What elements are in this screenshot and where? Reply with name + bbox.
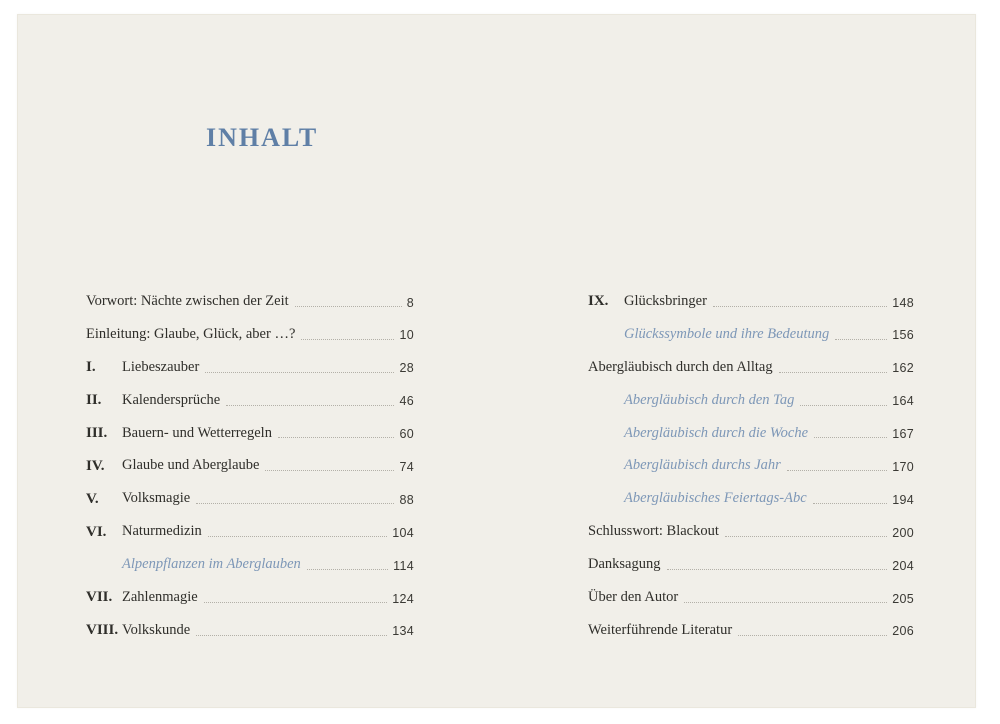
leader-dots: [205, 372, 394, 373]
entry-page-number: 162: [892, 361, 914, 376]
entry-page-number: 170: [892, 459, 914, 474]
leader-dots: [713, 306, 887, 307]
toc-entry: [86, 344, 414, 377]
toc-entry: [588, 278, 914, 311]
leader-dots: [307, 569, 388, 570]
leader-dots: [226, 405, 394, 406]
toc-entry: [86, 475, 414, 508]
book-page: [17, 14, 976, 708]
toc-entry: [588, 541, 914, 574]
entry-page-number: 134: [392, 624, 414, 639]
toc-entry: [86, 410, 414, 443]
leader-dots: [814, 437, 887, 438]
entry-label: Abergläubisch durch den Tag: [624, 391, 795, 408]
toc-entry: [86, 607, 414, 640]
entry-label: Abergläubisch durch die Woche: [624, 424, 809, 441]
leader-dots: [835, 339, 887, 340]
leader-dots: [196, 635, 387, 636]
entry-label: Über den Autor: [588, 588, 679, 605]
entry-page-number: 46: [399, 394, 414, 409]
leader-dots: [813, 503, 888, 504]
entry-page-number: 28: [399, 361, 414, 376]
entry-numeral: III.: [86, 424, 108, 441]
leader-dots: [684, 602, 887, 603]
entry-page-number: 204: [892, 558, 914, 573]
entry-page-number: 167: [892, 427, 914, 442]
entry-numeral: I.: [86, 359, 96, 376]
entry-label: Bauern- und Wetterregeln: [122, 424, 272, 441]
entry-label: Vorwort: Nächte zwischen der Zeit: [86, 292, 289, 309]
page-title: INHALT: [206, 123, 319, 152]
toc-entry: [588, 508, 914, 541]
leader-dots: [787, 470, 887, 471]
toc-left-column: [86, 278, 414, 640]
entry-label: Glaube und Aberglaube: [122, 457, 260, 474]
entry-numeral: IV.: [86, 457, 105, 474]
toc-entry: [86, 508, 414, 541]
entry-label: Alpenpflanzen im Aberglauben: [122, 556, 301, 573]
entry-numeral: VIII.: [86, 622, 119, 639]
entry-numeral: VI.: [86, 523, 107, 540]
entry-page-number: 10: [399, 328, 414, 343]
toc-entry: [86, 442, 414, 475]
entry-numeral: VII.: [86, 589, 113, 606]
leader-dots: [667, 569, 888, 570]
toc-entry: [588, 344, 914, 377]
leader-dots: [204, 602, 388, 603]
toc-entry: [588, 607, 914, 640]
entry-page-number: 8: [406, 295, 414, 310]
entry-page-number: 164: [892, 394, 914, 409]
leader-dots: [295, 306, 402, 307]
leader-dots: [800, 405, 887, 406]
entry-label: Danksagung: [588, 556, 661, 573]
leader-dots: [779, 372, 888, 373]
entry-page-number: 74: [399, 459, 414, 474]
entry-label: Weiterführende Literatur: [588, 621, 733, 638]
leader-dots: [278, 437, 395, 438]
entry-numeral: V.: [86, 490, 99, 507]
entry-label: Liebeszauber: [122, 358, 200, 375]
entry-label: Einleitung: Glaube, Glück, aber …?: [86, 325, 296, 342]
toc-entry: [588, 475, 914, 508]
entry-label: Abergläubisches Feiertags-Abc: [624, 490, 807, 507]
entry-label: Abergläubisch durch den Alltag: [588, 358, 773, 375]
entry-label: Abergläubisch durchs Jahr: [624, 457, 781, 474]
toc-right-column: [588, 278, 914, 640]
toc-entry: [86, 377, 414, 410]
entry-label: Volkskunde: [122, 621, 191, 638]
toc-entry: [86, 541, 414, 574]
entry-label: Glückssymbole und ihre Bedeutung: [624, 325, 830, 342]
toc-entry: [588, 574, 914, 607]
entry-page-number: 148: [892, 295, 914, 310]
leader-dots: [738, 635, 887, 636]
toc-entry: [588, 311, 914, 344]
entry-label: Zahlenmagie: [122, 588, 198, 605]
entry-page-number: 60: [399, 427, 414, 442]
entry-page-number: 205: [892, 591, 914, 606]
entry-label: Glücksbringer: [624, 292, 707, 309]
entry-page-number: 114: [393, 558, 414, 573]
entry-label: Schlusswort: Blackout: [588, 523, 719, 540]
entry-page-number: 124: [392, 591, 414, 606]
entry-page-number: 194: [892, 492, 914, 507]
leader-dots: [301, 339, 394, 340]
entry-label: Naturmedizin: [122, 523, 202, 540]
leader-dots: [208, 536, 388, 537]
entry-page-number: 156: [892, 328, 914, 343]
entry-page-number: 88: [399, 492, 414, 507]
toc-entry: [86, 311, 414, 344]
leader-dots: [265, 470, 394, 471]
entry-numeral: II.: [86, 392, 102, 409]
entry-page-number: 200: [892, 525, 914, 540]
toc-entry: [86, 278, 414, 311]
toc-entry: [588, 442, 914, 475]
entry-numeral: IX.: [588, 293, 609, 310]
toc-entry: [588, 410, 914, 443]
leader-dots: [196, 503, 394, 504]
entry-page-number: 104: [392, 525, 414, 540]
entry-label: Volksmagie: [122, 490, 191, 507]
toc-entry: [588, 377, 914, 410]
toc-entry: [86, 574, 414, 607]
entry-label: Kalendersprüche: [122, 391, 221, 408]
entry-page-number: 206: [892, 624, 914, 639]
leader-dots: [725, 536, 887, 537]
